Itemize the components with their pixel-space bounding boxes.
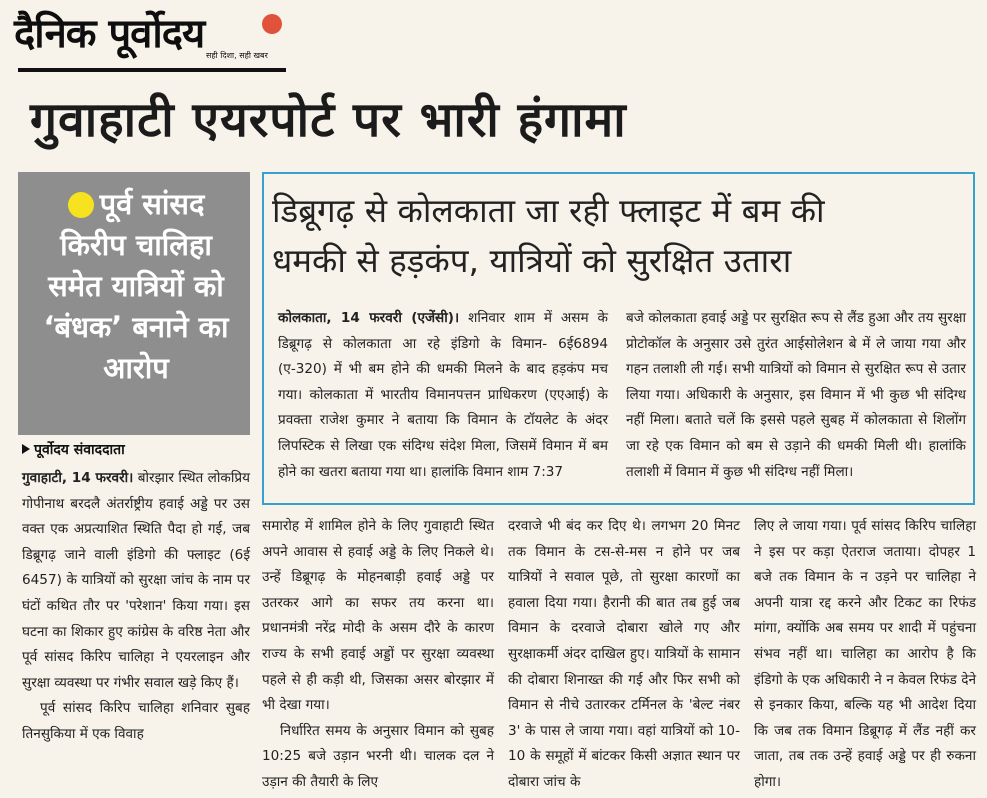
story-column-2-para-2: निर्धारित समय के अनुसार विमान को सुबह 10:25 बजे उड़ान भरनी थी। चालक दल ने उड़ान की तैयारी के लिए bbox=[262, 722, 494, 790]
masthead bbox=[10, 4, 288, 68]
story-column-4-text: लिए ले जाया गया। पूर्व सांसद किरिप चालिहा ने इस पर कड़ा ऐतराज जताया। दोपहर 1 बजे तक विमान के न उड़ने पर चालिहा ने अपनी यात्रा रद्द करने और टिकट का रिफंड मांगा, क्योंकि अब समय पर शादी में पहुंचना संभव नहीं था। चालिहा का आरोप है कि इंडिगो के एक अधिकारी ने न केवल रिफंड देने से इनकार किया, बल्कि यह भी आदेश दिया कि जब तक विमान डिब्रूगढ़ में लैंड नहीं कर जाता, तब तक उन्हें हवाई अड्डे पर ही रुकना होगा। bbox=[754, 518, 976, 790]
yellow-bullet-icon bbox=[68, 192, 94, 218]
story-column-1-para-2: पूर्व सांसद किरिप चालिहा शनिवार सुबह तिनसुकिया में एक विवाह bbox=[22, 700, 250, 742]
story-column-1-para-1: बोरझार स्थित लोकप्रिय गोपीनाथ बरदलै अंतर्राष्ट्रीय हवाई अड्डे पर उस वक्त एक अप्रत्याशित स्थिति पैदा हो गई, जब डिब्रूगढ़ जाने वाली इंडिगो की फ्लाइट (6ई 6457) के यात्रियों को सुरक्षा जांच के नाम पर घंटों कथित तौर पर 'परेशान' किया गया। इस घटना का शिकार हुए कांग्रेस के वरिष्ठ नेता और पूर्व सांसद किरिप चालिहा ने एयरलाइन और सुरक्षा व्यवस्था पर गंभीर सवाल खड़े किए हैं। bbox=[22, 470, 250, 691]
logo-dot-icon bbox=[262, 14, 282, 34]
story-dateline: गुवाहाटी, 14 फरवरी। bbox=[22, 470, 134, 486]
masthead-tagline: सही दिशा, सही खबर bbox=[206, 51, 268, 60]
story-column-3 bbox=[508, 514, 740, 796]
feature-column-2-text: बजे कोलकाता हवाई अड्डे पर सुरक्षित रूप से लैंड हुआ और तय सुरक्षा प्रोटोकॉल के अनुसार उसे तुरंत आईसोलेशन बे में ले जाया गया और गहन तलाशी ली गई। सभी यात्रियों को विमान से सुरक्षित रूप से उतार लिया गया। अधिकारी के अनुसार, इस विमान में भी कुछ भी संदिग्ध नहीं मिला। बताते चलें कि इससे पहले सुबह में कोलकाता से शिलोंग जा रहे एक विमान को बम से उड़ाने की धमकी मिली थी। हालांकि तलाशी में विमान में कुछ भी संदिग्ध नहीं मिला। bbox=[626, 310, 966, 480]
newspaper-logo: दैनिक पूर्वोदय bbox=[14, 11, 205, 57]
sidebar-highlight-text bbox=[34, 184, 238, 389]
story-column-2-para-1: समारोह में शामिल होने के लिए गुवाहाटी स्थित अपने आवास से हवाई अड्डे के लिए निकले थे। उन्हें डिब्रूगढ़ के मोहनबाड़ी हवाई अड्डे पर उतरकर आगे का सफर तय करना था। प्रधानमंत्री नरेंद्र मोदी के असम दौरे के कारण राज्य के सभी हवाई अड्डों पर सुरक्षा व्यवस्था पहले से ही कड़ी थी, जिसका असर बोरझार में भी देखा गया। bbox=[262, 518, 494, 714]
masthead-rule bbox=[18, 68, 286, 72]
sidebar-highlight-box bbox=[18, 172, 250, 435]
sidebar-highlight-copy: पूर्व सांसद किरीप चालिहा समेत यात्रियों को ‘बंधक’ बनाने का आरोप bbox=[43, 187, 229, 385]
story-column-1 bbox=[22, 466, 250, 748]
feature-column-1-text: शनिवार शाम में असम के डिब्रूगढ़ से कोलकाता आ रहे इंडिगो के विमान- 6ई6894 (ए-320) में भी बम होने की धमकी मिलने के बाद हड़कंप मच गया। कोलकाता में भारतीय विमानपत्तन प्राधिकरण (एएआई) के प्रवक्ता राजेश कुमार ने बताया कि विमान के टॉयलेट के अंदर लिपस्टिक से लिखा एक संदिग्ध संदेश मिला, जिसमें विमान में बम होने का खतरा बताया गया था। हालांकि विमान शाम 7:37 bbox=[278, 310, 608, 480]
story-column-4 bbox=[754, 514, 976, 796]
story-column-2 bbox=[262, 514, 494, 796]
feature-dateline: कोलकाता, 14 फरवरी (एजेंसी)। bbox=[278, 310, 460, 326]
feature-subheadline bbox=[272, 186, 962, 286]
main-headline: गुवाहाटी एयरपोर्ट पर भारी हंगामा bbox=[30, 92, 627, 148]
feature-column-2 bbox=[626, 306, 966, 485]
byline-arrow-icon bbox=[22, 444, 30, 454]
story-column-3-text: दरवाजे भी बंद कर दिए थे। लगभग 20 मिनट तक विमान के टस-से-मस न होने पर जब यात्रियों ने सवाल पूछे, तो सुरक्षा कारणों का हवाला दिया गया। हैरानी की बात तब हुई जब विमान के दरवाजे दोबारा खोले गए और सुरक्षाकर्मी अंदर दाखिल हुए। यात्रियों के सामान की दोबारा शिनाख्त की गई और फिर सभी को विमान से नीचे उतारकर टर्मिनल के 'बेल्ट नंबर 3' के पास ले जाया गया। वहां यात्रियों को 10-10 के समूहों में बांटकर किसी अज्ञात स्थान पर दोबारा जांच के bbox=[508, 518, 740, 790]
feature-column-1 bbox=[278, 306, 608, 485]
feature-subheadline-line1: डिब्रूगढ़ से कोलकाता जा रही फ्लाइट में बम की bbox=[272, 191, 825, 230]
feature-subheadline-line2: धमकी से हड़कंप, यात्रियों को सुरक्षित उतारा bbox=[272, 241, 792, 280]
story-paragraph bbox=[22, 466, 250, 696]
byline bbox=[22, 440, 125, 459]
byline-text: पूर्वोदय संवाददाता bbox=[34, 442, 125, 458]
